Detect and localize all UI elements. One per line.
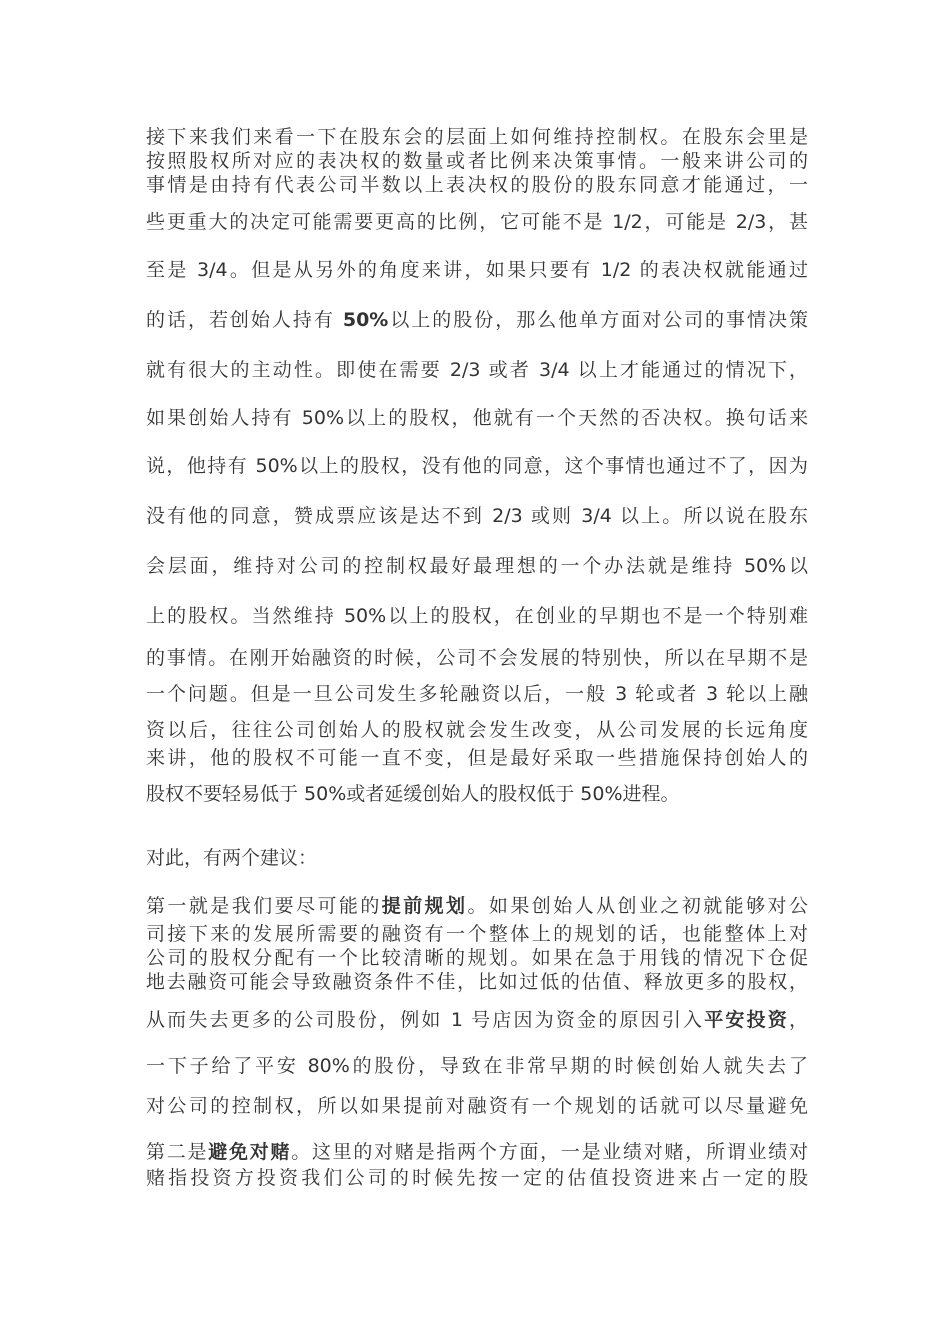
text-line — [146, 682, 808, 706]
bold-text: 平安投资 — [704, 1009, 789, 1031]
text-line — [146, 718, 808, 742]
text-line — [146, 846, 808, 870]
text-run: 对此，有两个建议： — [146, 847, 318, 869]
text-run: 上的股权。当然维持 50%以上的股权，在创业的早期也不是一个特别难 — [146, 605, 808, 627]
text-line — [146, 1140, 808, 1164]
text-run: 资以后，往往公司创始人的股权就会发生改变，从公司发展的长远角度 — [146, 719, 808, 741]
text-run: 没有他的同意，赞成票应该是达不到 2/3 或则 3/4 以上。所以说在股东 — [146, 505, 808, 527]
text-line — [146, 149, 808, 173]
text-run: 来讲，他的股权不可能一直不变，但是最好采取一些措施保持创始人的 — [146, 747, 808, 769]
text-run: 。这里的对赌是指两个方面，一是业绩对赌，所谓业绩对 — [291, 1141, 808, 1163]
bold-text: 提前规划 — [381, 895, 468, 917]
text-line — [146, 946, 808, 970]
text-line — [146, 358, 808, 382]
text-run: 如果创始人持有 50%以上的股权，他就有一个天然的否决权。换句话来 — [146, 407, 808, 429]
text-line — [146, 922, 808, 946]
text-run: 地去融资可能会导致融资条件不佳，比如过低的估值、释放更多的股权， — [146, 971, 808, 993]
text-line — [146, 646, 808, 670]
text-run: 的话，若创始人持有 — [146, 309, 343, 331]
text-run: 股权不要轻易低于 50%或者延缓创始人的股权低于 50%进程。 — [146, 783, 680, 805]
text-line — [146, 1008, 808, 1032]
text-run: 从而失去更多的公司股份，例如 1 号店因为资金的原因引入 — [146, 1009, 705, 1031]
text-run: 就有很大的主动性。即使在需要 2/3 或者 3/4 以上才能通过的情况下， — [146, 359, 808, 381]
text-line — [146, 308, 808, 332]
text-line — [146, 604, 808, 628]
text-run: 接下来我们来看一下在股东会的层面上如何维持控制权。在股东会里是 — [146, 126, 808, 148]
text-run: 对公司的控制权，所以如果提前对融资有一个规划的话就可以尽量避免 — [146, 1095, 808, 1117]
text-run: 第一就是我们要尽可能的 — [146, 895, 382, 917]
text-run: 以上的股份，那么他单方面对公司的事情决策 — [388, 309, 808, 331]
text-line — [146, 782, 808, 806]
text-run: 赌指投资方投资我们公司的时候先按一定的估值投资进来占一定的股 — [146, 1167, 808, 1189]
text-run: 些更重大的决定可能需要更高的比例，它可能不是 1/2，可能是 2/3，甚 — [146, 211, 808, 233]
bold-text: 避免对赌 — [208, 1141, 292, 1163]
bold-text: 50% — [342, 309, 389, 331]
text-line — [146, 1054, 808, 1078]
text-line — [146, 125, 808, 149]
text-line — [146, 746, 808, 770]
text-line — [146, 406, 808, 430]
text-run: 按照股权所对应的表决权的数量或者比例来决策事情。一般来讲公司的 — [146, 150, 808, 172]
text-run: 会层面，维持对公司的控制权最好最理想的一个办法就是维持 50%以 — [146, 555, 808, 577]
text-line — [146, 173, 808, 197]
text-run: 一下子给了平安 80%的股份，导致在非常早期的时候创始人就失去了 — [146, 1055, 808, 1077]
text-line — [146, 970, 808, 994]
text-run: 公司的股权分配有一个比较清晰的规划。如果在急于用钱的情况下仓促 — [146, 947, 808, 969]
text-run: 。如果创始人从创业之初就能够对公 — [467, 895, 808, 917]
text-run: 至是 3/4。但是从另外的角度来讲，如果只要有 1/2 的表决权就能通过 — [146, 259, 808, 281]
text-line — [146, 894, 808, 918]
text-line — [146, 504, 808, 528]
text-line — [146, 454, 808, 478]
text-run: ， — [788, 1009, 808, 1031]
text-line — [146, 1094, 808, 1118]
text-run: 事情是由持有代表公司半数以上表决权的股份的股东同意才能通过，一 — [146, 174, 808, 196]
text-line — [146, 554, 808, 578]
text-run: 司接下来的发展所需要的融资有一个整体上的规划的话，也能整体上对 — [146, 923, 808, 945]
text-line — [146, 1166, 808, 1190]
text-run: 一个问题。但是一旦公司发生多轮融资以后，一般 3 轮或者 3 轮以上融 — [146, 683, 808, 705]
text-run: 说，他持有 50%以上的股权，没有他的同意，这个事情也通过不了，因为 — [146, 455, 808, 477]
text-run: 的事情。在刚开始融资的时候，公司不会发展的特别快，所以在早期不是 — [146, 647, 808, 669]
text-line — [146, 210, 808, 234]
text-run: 第二是 — [146, 1141, 209, 1163]
text-line — [146, 258, 808, 282]
